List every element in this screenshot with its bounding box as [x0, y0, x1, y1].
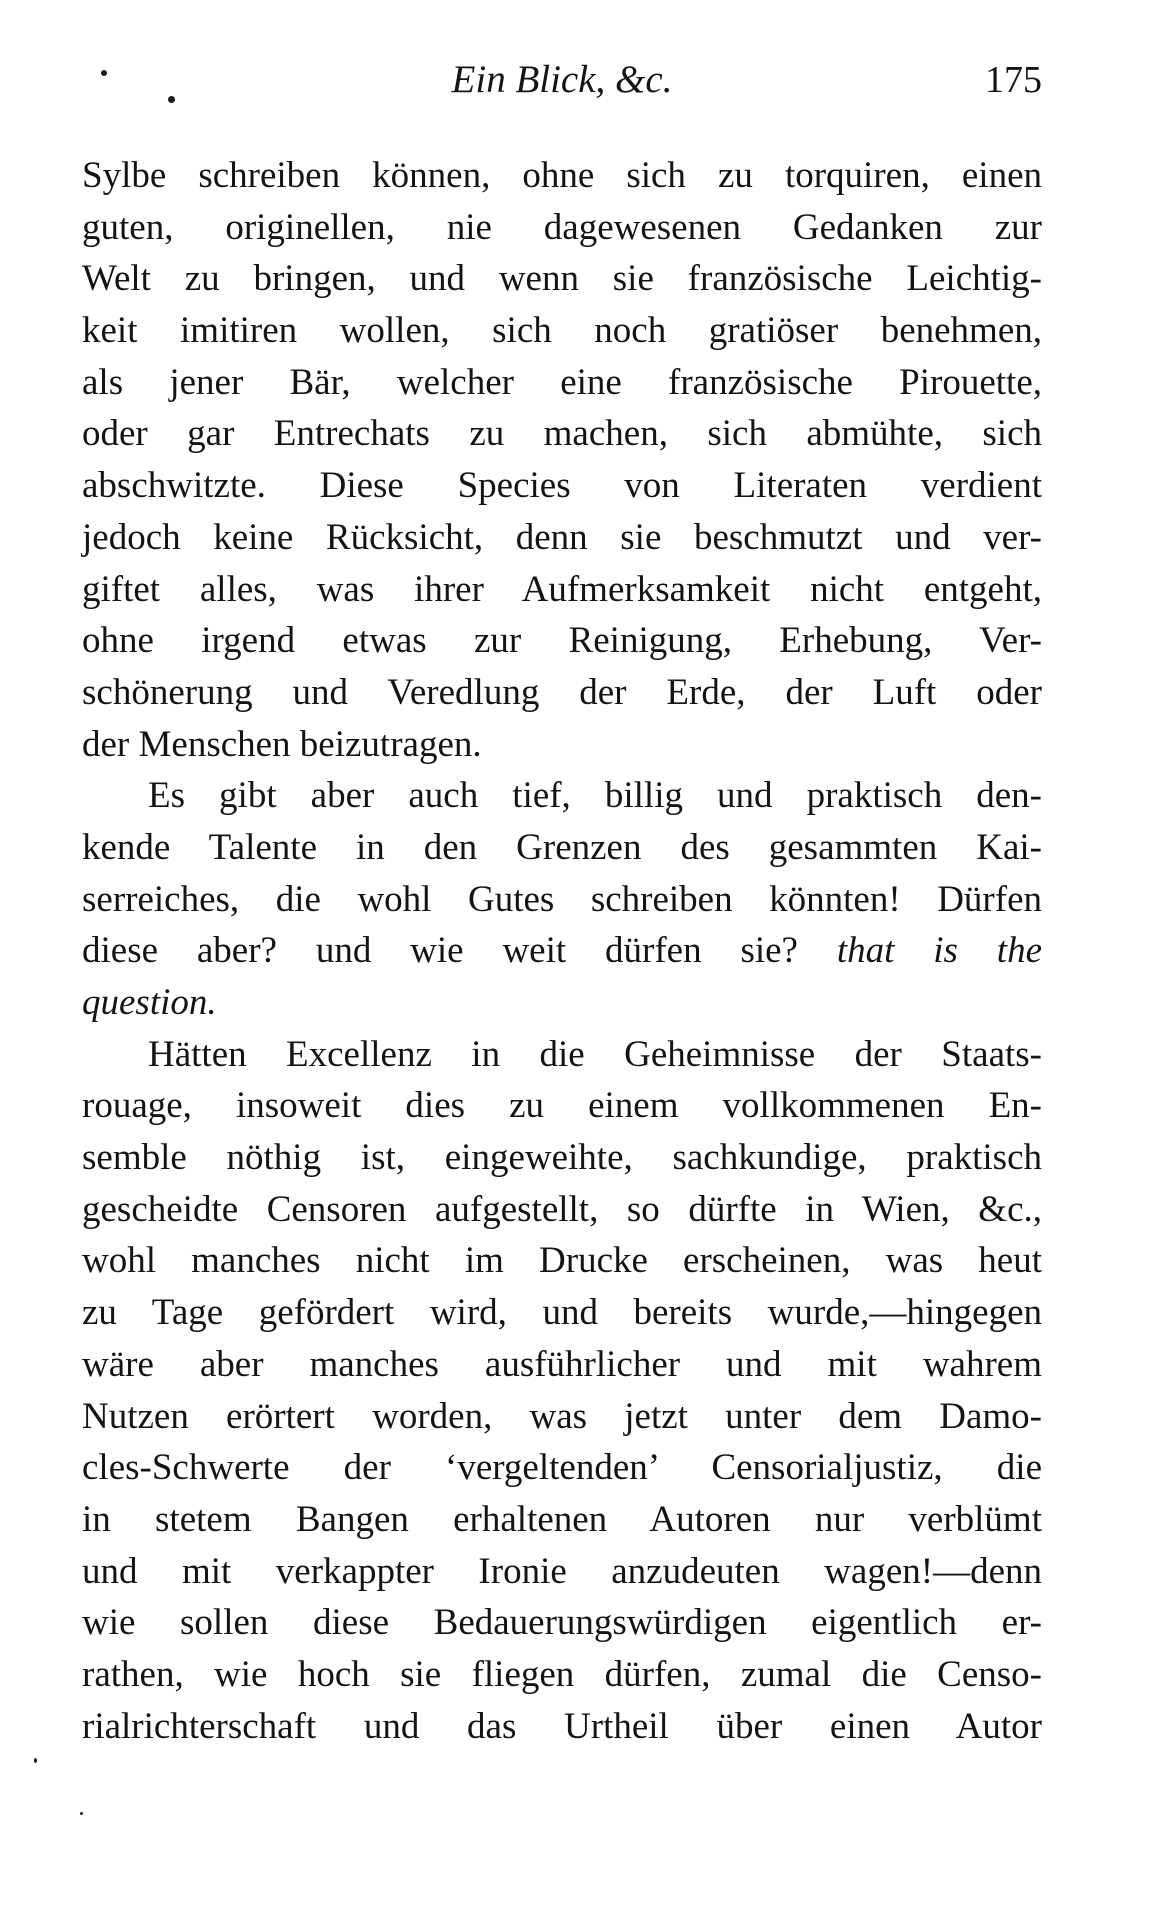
- text-line: schönerung und Veredlung der Erde, der Luft oder: [82, 671, 1042, 713]
- text-line: und mit verkappter Ironie anzudeuten wagen!—denn: [82, 1550, 1042, 1592]
- ink-speck: [80, 1812, 83, 1815]
- italic-phrase: question.: [82, 982, 217, 1023]
- italic-phrase: that is the: [836, 930, 1042, 972]
- text-line: ohne irgend etwas zur Reinigung, Erhebung, Ver-: [82, 620, 1042, 662]
- text-line: rouage, insoweit dies zu einem vollkommenen En-: [82, 1085, 1042, 1127]
- text-line: oder gar Entrechats zu machen, sich abmühte, sich: [82, 413, 1042, 455]
- running-title: Ein Blick, &c.: [451, 58, 673, 101]
- text-line: giftet alles, was ihrer Aufmerksamkeit nicht entgeht,: [82, 568, 1042, 610]
- text-line: cles-Schwerte der ‘vergeltenden’ Censorialjustiz, die: [82, 1447, 1042, 1489]
- ink-speck: [34, 1758, 37, 1763]
- text-line: semble nöthig ist, eingeweihte, sachkundige, praktisch: [82, 1137, 1042, 1179]
- text-line: zu Tage gefördert wird, und bereits wurde,—hingegen: [82, 1292, 1042, 1334]
- text-line: gescheidte Censoren aufgestellt, so dürfte in Wien, &c.,: [82, 1188, 1042, 1230]
- text-line: kende Talente in den Grenzen des gesammten Kai-: [82, 826, 1042, 868]
- text-line: jedoch keine Rücksicht, denn sie beschmutzt und ver-: [82, 516, 1042, 558]
- body-text: [82, 150, 1042, 1752]
- text-line: keit imitiren wollen, sich noch gratiöser benehmen,: [82, 310, 1042, 352]
- text-line: wäre aber manches ausführlicher und mit wahrem: [82, 1343, 1042, 1385]
- text-line: wie sollen diese Bedauerungswürdigen eigentlich er-: [82, 1602, 1042, 1644]
- text-line: als jener Bär, welcher eine französische Pirouette,: [82, 361, 1042, 403]
- text-line: Nutzen erörtert worden, was jetzt unter dem Damo-: [82, 1395, 1042, 1437]
- text-line: rathen, wie hoch sie fliegen dürfen, zumal die Censo-: [82, 1653, 1042, 1695]
- page-number: 175: [985, 59, 1042, 101]
- text-line: Welt zu bringen, und wenn sie französische Leichtig-: [82, 258, 1042, 300]
- text-line: wohl manches nicht im Drucke erscheinen, was heut: [82, 1240, 1042, 1282]
- text-line: [82, 977, 1042, 1029]
- text-line: serreiches, die wohl Gutes schreiben könnten! Dürfen: [82, 878, 1042, 920]
- running-header: [82, 52, 1042, 112]
- text-line: guten, originellen, nie dagewesenen Gedanken zur: [82, 206, 1042, 248]
- text-line: Es gibt aber auch tief, billig und praktisch den-: [148, 775, 1042, 817]
- text-line: Hätten Excellenz in die Geheimnisse der Staats-: [148, 1033, 1042, 1075]
- text-line: abschwitzte. Diese Species von Literaten verdient: [82, 465, 1042, 507]
- text-line-with-italic: [82, 925, 1042, 977]
- text-line: in stetem Bangen erhaltenen Autoren nur verblümt: [82, 1498, 1042, 1540]
- text-line: der Menschen beizutragen.: [82, 723, 482, 765]
- text-segment: diese aber? und wie weit dürfen sie?: [82, 930, 798, 972]
- text-line: Sylbe schreiben können, ohne sich zu torquiren, einen: [82, 155, 1042, 196]
- text-line: rialrichterschaft und das Urtheil über einen Autor: [82, 1705, 1042, 1747]
